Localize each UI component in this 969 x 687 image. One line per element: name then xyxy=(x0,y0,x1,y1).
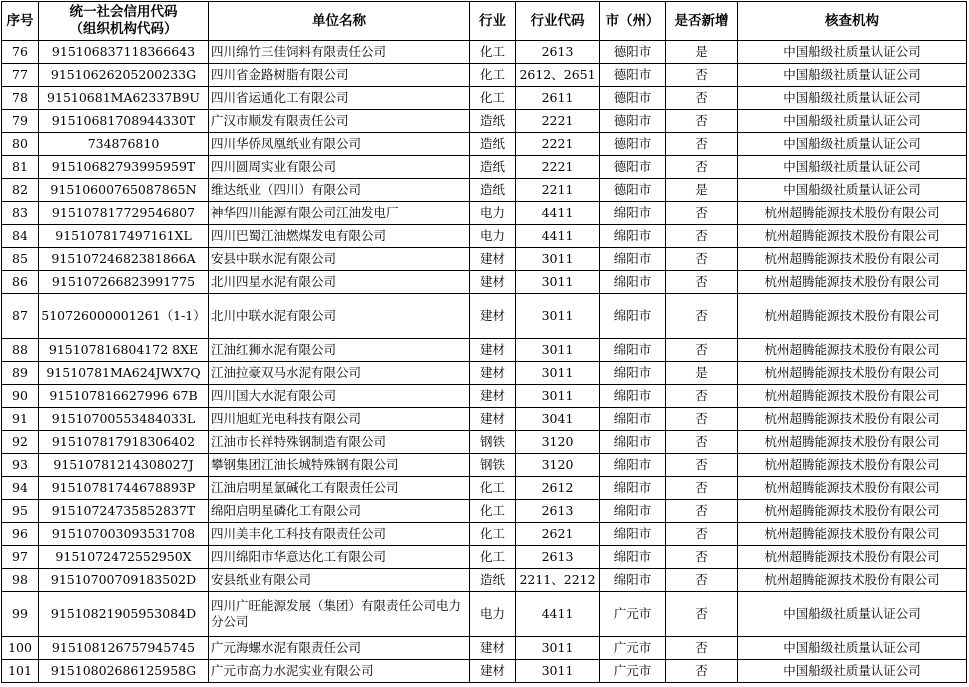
cell-unit-name: 四川华侨凤凰纸业有限公司 xyxy=(209,133,470,156)
cell-industry: 电力 xyxy=(470,225,516,248)
cell-industry: 建材 xyxy=(470,385,516,408)
cell-unit-name: 四川旭虹光电科技有限公司 xyxy=(209,408,470,431)
cell-seq: 92 xyxy=(2,431,39,454)
table-row xyxy=(2,660,967,683)
table-row xyxy=(2,110,967,133)
table-row xyxy=(2,523,967,546)
table-row xyxy=(2,500,967,523)
cell-industry: 电力 xyxy=(470,592,516,637)
cell-agency: 中国船级社质量认证公司 xyxy=(738,133,967,156)
table-row xyxy=(2,408,967,431)
cell-industry-code: 2221 xyxy=(516,133,600,156)
cell-agency: 中国船级社质量认证公司 xyxy=(738,156,967,179)
cell-agency: 杭州超腾能源技术股份有限公司 xyxy=(738,431,967,454)
cell-industry-code: 3041 xyxy=(516,408,600,431)
table-row xyxy=(2,179,967,202)
header-agency: 核查机构 xyxy=(738,2,967,41)
cell-city: 绵阳市 xyxy=(600,431,666,454)
cell-is-new: 否 xyxy=(666,431,738,454)
cell-industry-code: 2211 xyxy=(516,179,600,202)
cell-industry-code: 3011 xyxy=(516,339,600,362)
cell-industry: 化工 xyxy=(470,87,516,110)
table-row xyxy=(2,431,967,454)
cell-agency: 杭州超腾能源技术股份有限公司 xyxy=(738,271,967,294)
cell-agency: 杭州超腾能源技术股份有限公司 xyxy=(738,339,967,362)
header-seq: 序号 xyxy=(2,2,39,41)
cell-industry: 建材 xyxy=(470,660,516,683)
cell-agency: 杭州超腾能源技术股份有限公司 xyxy=(738,523,967,546)
cell-is-new: 否 xyxy=(666,500,738,523)
cell-city: 广元市 xyxy=(600,592,666,637)
cell-is-new: 否 xyxy=(666,110,738,133)
cell-industry-code: 2221 xyxy=(516,110,600,133)
cell-is-new: 否 xyxy=(666,64,738,87)
cell-city: 绵阳市 xyxy=(600,362,666,385)
cell-industry-code: 2211、2212 xyxy=(516,569,600,592)
cell-unit-name: 四川美丰化工科技有限责任公司 xyxy=(209,523,470,546)
header-is-new: 是否新增 xyxy=(666,2,738,41)
cell-industry: 建材 xyxy=(470,362,516,385)
cell-credit-code: 915107817729546807 xyxy=(39,202,209,225)
table-row xyxy=(2,362,967,385)
cell-city: 绵阳市 xyxy=(600,385,666,408)
cell-unit-name: 江油拉豪双马水泥有限公司 xyxy=(209,362,470,385)
cell-seq: 77 xyxy=(2,64,39,87)
table-row xyxy=(2,592,967,637)
cell-seq: 80 xyxy=(2,133,39,156)
cell-seq: 90 xyxy=(2,385,39,408)
cell-unit-name: 广元市高力水泥实业有限公司 xyxy=(209,660,470,683)
cell-credit-code: 91510700709183502D xyxy=(39,569,209,592)
cell-unit-name: 四川绵竹三佳饲料有限责任公司 xyxy=(209,41,470,64)
header-row xyxy=(2,2,967,41)
cell-seq: 82 xyxy=(2,179,39,202)
cell-city: 绵阳市 xyxy=(600,339,666,362)
table-row xyxy=(2,477,967,500)
cell-unit-name: 四川圆周实业有限公司 xyxy=(209,156,470,179)
cell-unit-name: 安县纸业有限公司 xyxy=(209,569,470,592)
table-row xyxy=(2,156,967,179)
cell-agency: 杭州超腾能源技术股份有限公司 xyxy=(738,362,967,385)
cell-is-new: 否 xyxy=(666,592,738,637)
table-row xyxy=(2,339,967,362)
cell-industry: 钢铁 xyxy=(470,454,516,477)
cell-agency: 杭州超腾能源技术股份有限公司 xyxy=(738,454,967,477)
table-row xyxy=(2,64,967,87)
cell-city: 广元市 xyxy=(600,660,666,683)
cell-credit-code: 91510802686125958G xyxy=(39,660,209,683)
cell-industry-code: 3011 xyxy=(516,248,600,271)
cell-industry: 造纸 xyxy=(470,110,516,133)
cell-city: 德阳市 xyxy=(600,41,666,64)
cell-agency: 中国船级社质量认证公司 xyxy=(738,87,967,110)
cell-unit-name: 江油红狮水泥有限公司 xyxy=(209,339,470,362)
cell-credit-code: 915107816627996 67B xyxy=(39,385,209,408)
cell-industry-code: 2613 xyxy=(516,500,600,523)
cell-agency: 中国船级社质量认证公司 xyxy=(738,41,967,64)
cell-unit-name: 江油市长祥特殊钢制造有限公司 xyxy=(209,431,470,454)
table-row xyxy=(2,41,967,64)
cell-credit-code: 91510682793995959T xyxy=(39,156,209,179)
cell-industry-code: 3011 xyxy=(516,271,600,294)
cell-agency: 杭州超腾能源技术股份有限公司 xyxy=(738,546,967,569)
cell-industry: 建材 xyxy=(470,637,516,660)
cell-is-new: 否 xyxy=(666,271,738,294)
cell-is-new: 否 xyxy=(666,202,738,225)
cell-industry: 化工 xyxy=(470,500,516,523)
cell-industry-code: 4411 xyxy=(516,592,600,637)
cell-industry: 建材 xyxy=(470,294,516,339)
cell-city: 绵阳市 xyxy=(600,248,666,271)
cell-industry-code: 4411 xyxy=(516,202,600,225)
cell-credit-code: 915107266823991775 xyxy=(39,271,209,294)
cell-agency: 中国船级社质量认证公司 xyxy=(738,179,967,202)
cell-is-new: 否 xyxy=(666,477,738,500)
cell-unit-name: 四川国大水泥有限公司 xyxy=(209,385,470,408)
cell-agency: 杭州超腾能源技术股份有限公司 xyxy=(738,225,967,248)
cell-seq: 98 xyxy=(2,569,39,592)
cell-industry: 建材 xyxy=(470,339,516,362)
cell-city: 绵阳市 xyxy=(600,569,666,592)
cell-industry: 建材 xyxy=(470,248,516,271)
cell-city: 绵阳市 xyxy=(600,202,666,225)
cell-agency: 中国船级社质量认证公司 xyxy=(738,592,967,637)
cell-industry: 造纸 xyxy=(470,133,516,156)
table-row xyxy=(2,225,967,248)
cell-city: 德阳市 xyxy=(600,87,666,110)
cell-credit-code: 915107817497161XL xyxy=(39,225,209,248)
cell-unit-name: 江油启明星氯碱化工有限责任公司 xyxy=(209,477,470,500)
cell-seq: 85 xyxy=(2,248,39,271)
cell-seq: 89 xyxy=(2,362,39,385)
cell-seq: 93 xyxy=(2,454,39,477)
cell-industry-code: 2621 xyxy=(516,523,600,546)
cell-is-new: 否 xyxy=(666,385,738,408)
cell-unit-name: 北川中联水泥有限公司 xyxy=(209,294,470,339)
table-row xyxy=(2,202,967,225)
table-row xyxy=(2,546,967,569)
cell-credit-code: 915107816804172 8XE xyxy=(39,339,209,362)
cell-unit-name: 维达纸业（四川）有限公司 xyxy=(209,179,470,202)
table-row xyxy=(2,248,967,271)
cell-seq: 101 xyxy=(2,660,39,683)
cell-agency: 中国船级社质量认证公司 xyxy=(738,110,967,133)
cell-unit-name: 广元海螺水泥有限责任公司 xyxy=(209,637,470,660)
cell-city: 德阳市 xyxy=(600,64,666,87)
cell-industry-code: 2613 xyxy=(516,546,600,569)
cell-is-new: 否 xyxy=(666,156,738,179)
cell-industry-code: 2612、2651 xyxy=(516,64,600,87)
cell-agency: 杭州超腾能源技术股份有限公司 xyxy=(738,408,967,431)
cell-agency: 杭州超腾能源技术股份有限公司 xyxy=(738,248,967,271)
cell-unit-name: 四川省运通化工有限公司 xyxy=(209,87,470,110)
cell-credit-code: 915108126757945745 xyxy=(39,637,209,660)
cell-city: 德阳市 xyxy=(600,110,666,133)
cell-agency: 杭州超腾能源技术股份有限公司 xyxy=(738,294,967,339)
cell-unit-name: 北川四星水泥有限公司 xyxy=(209,271,470,294)
cell-industry: 化工 xyxy=(470,41,516,64)
cell-credit-code: 915106837118366643 xyxy=(39,41,209,64)
cell-seq: 83 xyxy=(2,202,39,225)
table-row xyxy=(2,569,967,592)
cell-is-new: 否 xyxy=(666,408,738,431)
cell-credit-code: 91510781MA624JWX7Q xyxy=(39,362,209,385)
cell-city: 德阳市 xyxy=(600,179,666,202)
cell-is-new: 否 xyxy=(666,133,738,156)
cell-agency: 杭州超腾能源技术股份有限公司 xyxy=(738,202,967,225)
cell-is-new: 否 xyxy=(666,546,738,569)
cell-is-new: 否 xyxy=(666,248,738,271)
table-row xyxy=(2,637,967,660)
cell-unit-name: 四川绵阳市华意达化工有限公司 xyxy=(209,546,470,569)
cell-industry: 造纸 xyxy=(470,569,516,592)
cell-city: 绵阳市 xyxy=(600,523,666,546)
cell-unit-name: 四川巴蜀江油燃煤发电有限公司 xyxy=(209,225,470,248)
table-row xyxy=(2,454,967,477)
cell-industry-code: 2612 xyxy=(516,477,600,500)
cell-seq: 97 xyxy=(2,546,39,569)
header-city: 市（州） xyxy=(600,2,666,41)
cell-seq: 86 xyxy=(2,271,39,294)
cell-credit-code: 91510781744678893P xyxy=(39,477,209,500)
cell-seq: 94 xyxy=(2,477,39,500)
table-row xyxy=(2,87,967,110)
cell-credit-code: 91510681708944330T xyxy=(39,110,209,133)
cell-city: 德阳市 xyxy=(600,156,666,179)
cell-is-new: 是 xyxy=(666,41,738,64)
cell-seq: 84 xyxy=(2,225,39,248)
enterprise-table xyxy=(1,1,967,683)
cell-is-new: 否 xyxy=(666,454,738,477)
cell-seq: 78 xyxy=(2,87,39,110)
cell-credit-code: 91510700553484033L xyxy=(39,408,209,431)
cell-industry-code: 2611 xyxy=(516,87,600,110)
cell-industry-code: 3011 xyxy=(516,660,600,683)
cell-unit-name: 神华四川能源有限公司江油发电厂 xyxy=(209,202,470,225)
cell-is-new: 否 xyxy=(666,637,738,660)
cell-city: 绵阳市 xyxy=(600,477,666,500)
cell-agency: 中国船级社质量认证公司 xyxy=(738,64,967,87)
cell-is-new: 否 xyxy=(666,523,738,546)
cell-agency: 中国船级社质量认证公司 xyxy=(738,637,967,660)
cell-industry-code: 3120 xyxy=(516,431,600,454)
cell-seq: 81 xyxy=(2,156,39,179)
cell-unit-name: 四川广旺能源发展（集团）有限责任公司电力分公司 xyxy=(209,592,470,637)
header-name: 单位名称 xyxy=(209,2,470,41)
cell-industry-code: 3120 xyxy=(516,454,600,477)
cell-unit-name: 安县中联水泥有限公司 xyxy=(209,248,470,271)
cell-unit-name: 绵阳启明星磷化工有限公司 xyxy=(209,500,470,523)
cell-credit-code: 91510724682381866A xyxy=(39,248,209,271)
cell-agency: 中国船级社质量认证公司 xyxy=(738,660,967,683)
cell-agency: 杭州超腾能源技术股份有限公司 xyxy=(738,569,967,592)
cell-is-new: 否 xyxy=(666,339,738,362)
cell-industry: 建材 xyxy=(470,271,516,294)
cell-industry: 化工 xyxy=(470,546,516,569)
cell-industry-code: 3011 xyxy=(516,294,600,339)
cell-seq: 99 xyxy=(2,592,39,637)
cell-industry-code: 3011 xyxy=(516,637,600,660)
table-body xyxy=(2,41,967,683)
cell-city: 绵阳市 xyxy=(600,294,666,339)
cell-city: 绵阳市 xyxy=(600,546,666,569)
cell-industry: 造纸 xyxy=(470,156,516,179)
cell-industry-code: 2221 xyxy=(516,156,600,179)
cell-is-new: 是 xyxy=(666,362,738,385)
cell-seq: 79 xyxy=(2,110,39,133)
table-row xyxy=(2,271,967,294)
cell-credit-code: 91510724735852837T xyxy=(39,500,209,523)
table-row xyxy=(2,385,967,408)
cell-credit-code: 91510681MA62337B9U xyxy=(39,87,209,110)
cell-industry: 化工 xyxy=(470,523,516,546)
cell-credit-code: 91510626205200233G xyxy=(39,64,209,87)
cell-industry: 化工 xyxy=(470,477,516,500)
header-code-line1: 统一社会信用代码 xyxy=(69,4,178,20)
cell-industry: 建材 xyxy=(470,408,516,431)
cell-seq: 95 xyxy=(2,500,39,523)
cell-city: 绵阳市 xyxy=(600,454,666,477)
cell-industry-code: 4411 xyxy=(516,225,600,248)
cell-seq: 87 xyxy=(2,294,39,339)
cell-seq: 76 xyxy=(2,41,39,64)
cell-is-new: 否 xyxy=(666,660,738,683)
cell-seq: 91 xyxy=(2,408,39,431)
cell-city: 德阳市 xyxy=(600,133,666,156)
header-code xyxy=(39,2,209,41)
cell-agency: 杭州超腾能源技术股份有限公司 xyxy=(738,477,967,500)
cell-industry-code: 3011 xyxy=(516,385,600,408)
cell-credit-code: 915107003093531708 xyxy=(39,523,209,546)
cell-seq: 96 xyxy=(2,523,39,546)
cell-seq: 100 xyxy=(2,637,39,660)
cell-is-new: 是 xyxy=(666,179,738,202)
cell-credit-code: 9151072472552950X xyxy=(39,546,209,569)
cell-is-new: 否 xyxy=(666,569,738,592)
cell-industry: 钢铁 xyxy=(470,431,516,454)
cell-industry-code: 3011 xyxy=(516,362,600,385)
cell-is-new: 否 xyxy=(666,87,738,110)
cell-industry: 造纸 xyxy=(470,179,516,202)
cell-city: 广元市 xyxy=(600,637,666,660)
table-row xyxy=(2,133,967,156)
cell-is-new: 否 xyxy=(666,294,738,339)
header-code-line2: （组织机构代码） xyxy=(69,21,178,37)
header-industry: 行业 xyxy=(470,2,516,41)
cell-city: 绵阳市 xyxy=(600,500,666,523)
cell-credit-code: 734876810 xyxy=(39,133,209,156)
cell-credit-code: 510726000001261（1-1） xyxy=(39,294,209,339)
cell-city: 绵阳市 xyxy=(600,408,666,431)
header-industry-code: 行业代码 xyxy=(516,2,600,41)
cell-agency: 杭州超腾能源技术股份有限公司 xyxy=(738,500,967,523)
cell-industry-code: 2613 xyxy=(516,41,600,64)
cell-credit-code: 91510821905953084D xyxy=(39,592,209,637)
cell-unit-name: 广汉市顺发有限责任公司 xyxy=(209,110,470,133)
cell-city: 绵阳市 xyxy=(600,225,666,248)
cell-industry: 电力 xyxy=(470,202,516,225)
cell-unit-name: 攀钢集团江油长城特殊钢有限公司 xyxy=(209,454,470,477)
cell-credit-code: 91510781214308027J xyxy=(39,454,209,477)
cell-credit-code: 91510600765087865N xyxy=(39,179,209,202)
cell-agency: 杭州超腾能源技术股份有限公司 xyxy=(738,385,967,408)
cell-credit-code: 915107817918306402 xyxy=(39,431,209,454)
cell-unit-name: 四川省金路树脂有限公司 xyxy=(209,64,470,87)
cell-is-new: 否 xyxy=(666,225,738,248)
table-row xyxy=(2,294,967,339)
cell-industry: 化工 xyxy=(470,64,516,87)
cell-city: 绵阳市 xyxy=(600,271,666,294)
cell-seq: 88 xyxy=(2,339,39,362)
